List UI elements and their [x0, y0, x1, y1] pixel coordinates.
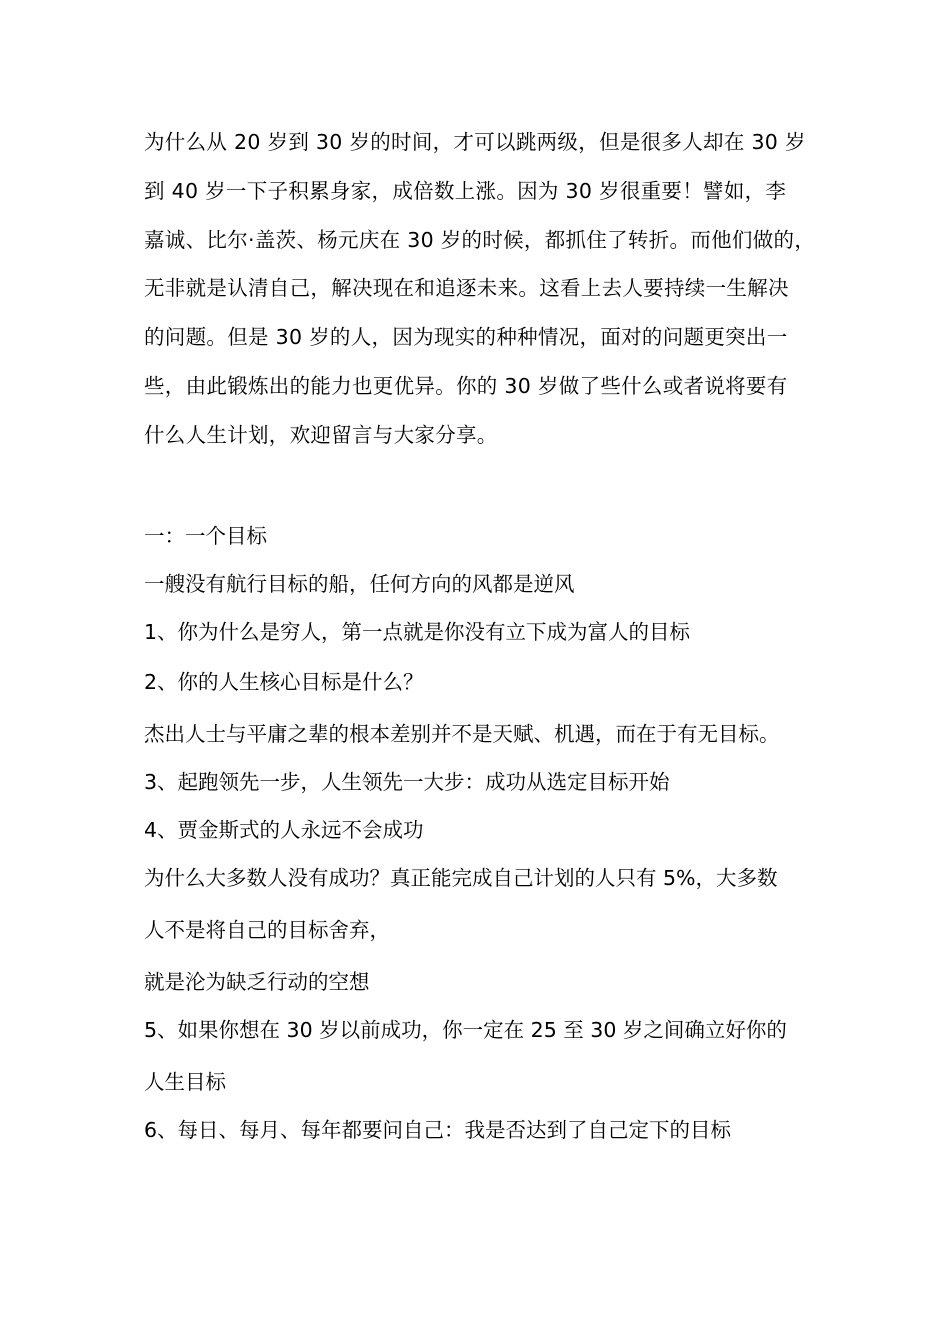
section-line: 5、如果你想在 30 岁以前成功，你一定在 25 至 30 岁之间确立好你的	[144, 1018, 787, 1042]
intro-line: 为什么从 20 岁到 30 岁的时间，才可以跳两级，但是很多人却在 30 岁	[144, 130, 806, 154]
intro-line: 什么人生计划，欢迎留言与大家分享。	[144, 422, 498, 447]
intro-line: 到 40 岁一下子积累身家，成倍数上涨。因为 30 岁很重要！譬如，李	[144, 178, 787, 203]
section-heading: 一：一个目标	[144, 524, 267, 548]
section-line: 为什么大多数人没有成功？真正能完成自己计划的人只有 5%，大多数	[144, 866, 778, 890]
intro-line: 些，由此锻炼出的能力也更优异。你的 30 岁做了些什么或者说将要有	[144, 373, 788, 398]
section-line: 一艘没有航行目标的船，任何方向的风都是逆风	[144, 572, 575, 596]
section-line: 杰出人士与平庸之辈的根本差别并不是天赋、机遇，而在于有无目标。	[144, 722, 780, 746]
intro-line: 无非就是认清自己，解决现在和追逐未来。这看上去人要持续一生解决	[144, 276, 789, 301]
intro-paragraph	[144, 118, 816, 460]
section-line: 1、你为什么是穷人，第一点就是你没有立下成为富人的目标	[144, 620, 691, 644]
section-line: 人生目标	[144, 1070, 226, 1094]
section-line: 3、起跑领先一步，人生领先一大步：成功从选定目标开始	[144, 770, 670, 794]
section-line: 就是沦为缺乏行动的空想	[144, 970, 370, 994]
intro-line: 嘉诚、比尔·盖茨、杨元庆在 30 岁的时候，都抓住了转折。而他们做的，	[144, 227, 816, 252]
section-line: 2、你的人生核心目标是什么？	[144, 670, 424, 694]
section-line: 4、贾金斯式的人永远不会成功	[144, 818, 424, 842]
section-line: 6、每日、每月、每年都要问自己：我是否达到了自己定下的目标	[144, 1118, 732, 1142]
section-line: 人不是将自己的目标舍弃，	[144, 918, 390, 942]
intro-line: 的问题。但是 30 岁的人，因为现实的种种情况，面对的问题更突出一	[144, 325, 788, 350]
